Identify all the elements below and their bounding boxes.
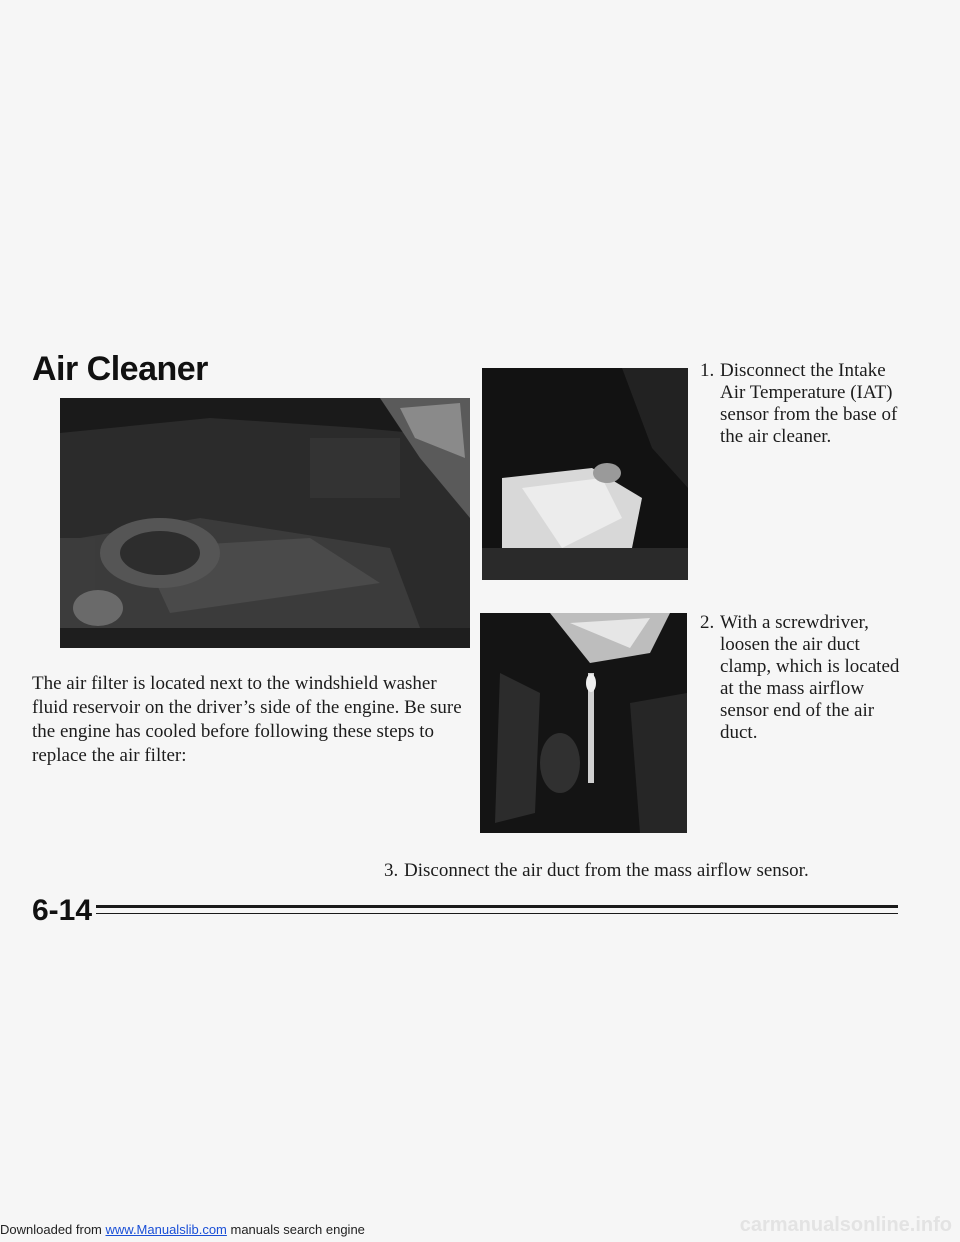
footer-prefix: Downloaded from (0, 1222, 106, 1237)
step-number: 1. (700, 360, 715, 381)
step-text: With a screwdriver, loosen the air duct clamp, which is located at the mass airflow sensor end of the air duct. (720, 612, 900, 743)
page-rule-thin (96, 913, 898, 914)
iat-sensor-photo (482, 368, 688, 580)
step-text: Disconnect the air duct from the mass airflow sensor. (404, 860, 809, 881)
page-title: Air Cleaner (32, 350, 208, 388)
page-rule-thick (96, 905, 898, 908)
manualslib-link[interactable]: www.Manualslib.com (105, 1222, 227, 1237)
duct-clamp-photo (480, 613, 687, 833)
page-number: 6-14 (32, 894, 93, 927)
watermark: carmanualsonline.info (739, 1214, 952, 1236)
footer-suffix: manuals search engine (226, 1222, 365, 1237)
step-number: 3. (384, 860, 399, 881)
step-text: Disconnect the Intake Air Temperature (IAT) sensor from the base of the air cleaner. (720, 360, 898, 447)
air-filter-photo (60, 398, 470, 648)
step-number: 2. (700, 612, 715, 633)
body-text: The air filter is located next to the windshield washer fluid reservoir on the driver’s side of the engine. Be sure the engine has cooled before following these steps to replace the air filter: (32, 673, 462, 766)
